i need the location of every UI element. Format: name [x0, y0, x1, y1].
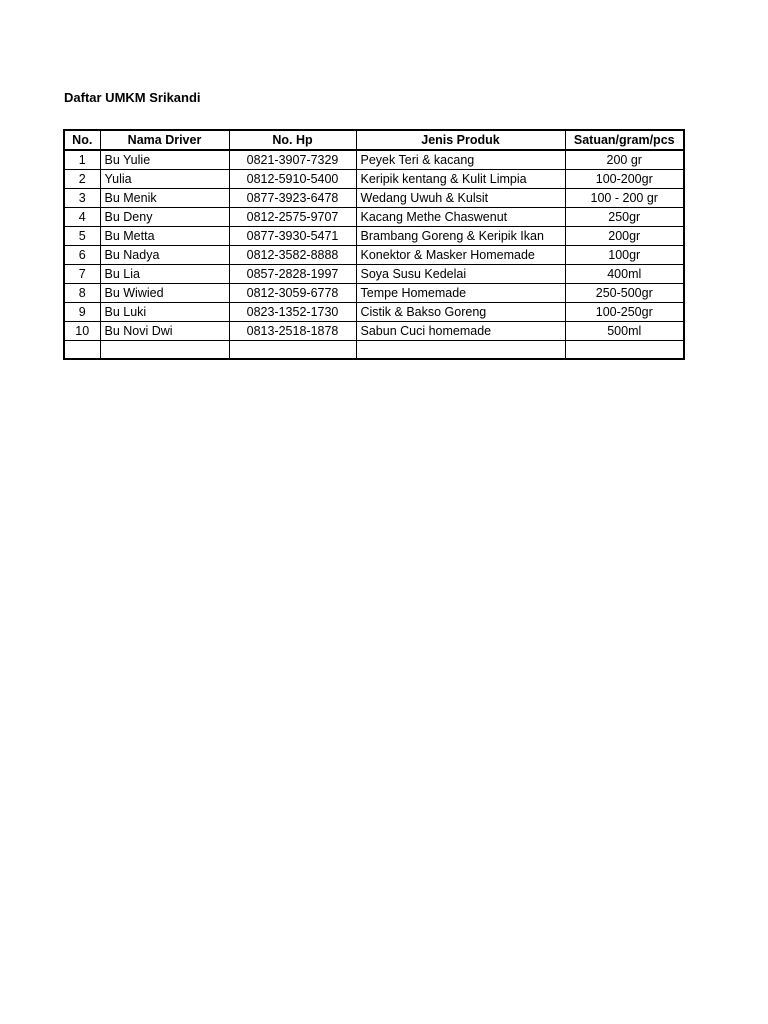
cell-no: 5 [64, 227, 100, 246]
cell-name: Bu Lia [100, 265, 229, 284]
cell-product: Peyek Teri & kacang [356, 150, 565, 170]
cell-product: Wedang Uwuh & Kulsit [356, 189, 565, 208]
umkm-table [63, 129, 685, 360]
cell-phone: 0857-2828-1997 [229, 265, 356, 284]
table-row [64, 322, 684, 341]
cell-product [356, 341, 565, 360]
cell-name: Bu Novi Dwi [100, 322, 229, 341]
cell-product: Brambang Goreng & Keripik Ikan [356, 227, 565, 246]
header-no: No. [64, 130, 100, 150]
cell-unit: 500ml [565, 322, 684, 341]
cell-name: Bu Luki [100, 303, 229, 322]
cell-no: 3 [64, 189, 100, 208]
cell-phone: 0877-3930-5471 [229, 227, 356, 246]
cell-phone: 0812-2575-9707 [229, 208, 356, 227]
cell-name: Yulia [100, 170, 229, 189]
cell-unit: 250gr [565, 208, 684, 227]
cell-product: Tempe Homemade [356, 284, 565, 303]
cell-unit: 200 gr [565, 150, 684, 170]
table-row [64, 265, 684, 284]
cell-name [100, 341, 229, 360]
cell-unit: 250-500gr [565, 284, 684, 303]
cell-no: 6 [64, 246, 100, 265]
cell-no: 9 [64, 303, 100, 322]
cell-product: Keripik kentang & Kulit Limpia [356, 170, 565, 189]
table-row [64, 284, 684, 303]
table-row [64, 189, 684, 208]
cell-name: Bu Yulie [100, 150, 229, 170]
cell-unit: 200gr [565, 227, 684, 246]
document-title: Daftar UMKM Srikandi [64, 90, 201, 105]
header-name: Nama Driver [100, 130, 229, 150]
cell-no: 7 [64, 265, 100, 284]
table-row [64, 341, 684, 360]
header-phone: No. Hp [229, 130, 356, 150]
cell-phone: 0813-2518-1878 [229, 322, 356, 341]
table-row [64, 170, 684, 189]
cell-name: Bu Wiwied [100, 284, 229, 303]
cell-no: 2 [64, 170, 100, 189]
cell-unit: 100-250gr [565, 303, 684, 322]
table-row [64, 246, 684, 265]
cell-no: 4 [64, 208, 100, 227]
header-unit: Satuan/gram/pcs [565, 130, 684, 150]
cell-phone: 0877-3923-6478 [229, 189, 356, 208]
cell-no: 1 [64, 150, 100, 170]
table-row [64, 150, 684, 170]
cell-no: 8 [64, 284, 100, 303]
cell-product: Soya Susu Kedelai [356, 265, 565, 284]
cell-unit: 400ml [565, 265, 684, 284]
cell-product: Sabun Cuci homemade [356, 322, 565, 341]
cell-product: Kacang Methe Chaswenut [356, 208, 565, 227]
cell-product: Cistik & Bakso Goreng [356, 303, 565, 322]
cell-unit: 100gr [565, 246, 684, 265]
table-header-row [64, 130, 684, 150]
cell-phone: 0821-3907-7329 [229, 150, 356, 170]
cell-phone: 0812-5910-5400 [229, 170, 356, 189]
cell-name: Bu Nadya [100, 246, 229, 265]
table-row [64, 227, 684, 246]
table-row [64, 208, 684, 227]
cell-no [64, 341, 100, 360]
cell-phone: 0812-3582-8888 [229, 246, 356, 265]
cell-name: Bu Menik [100, 189, 229, 208]
cell-no: 10 [64, 322, 100, 341]
cell-phone [229, 341, 356, 360]
cell-unit: 100 - 200 gr [565, 189, 684, 208]
cell-name: Bu Deny [100, 208, 229, 227]
header-product: Jenis Produk [356, 130, 565, 150]
cell-name: Bu Metta [100, 227, 229, 246]
cell-product: Konektor & Masker Homemade [356, 246, 565, 265]
cell-unit: 100-200gr [565, 170, 684, 189]
cell-phone: 0823-1352-1730 [229, 303, 356, 322]
cell-phone: 0812-3059-6778 [229, 284, 356, 303]
cell-unit [565, 341, 684, 360]
table-row [64, 303, 684, 322]
table-body [64, 150, 684, 359]
